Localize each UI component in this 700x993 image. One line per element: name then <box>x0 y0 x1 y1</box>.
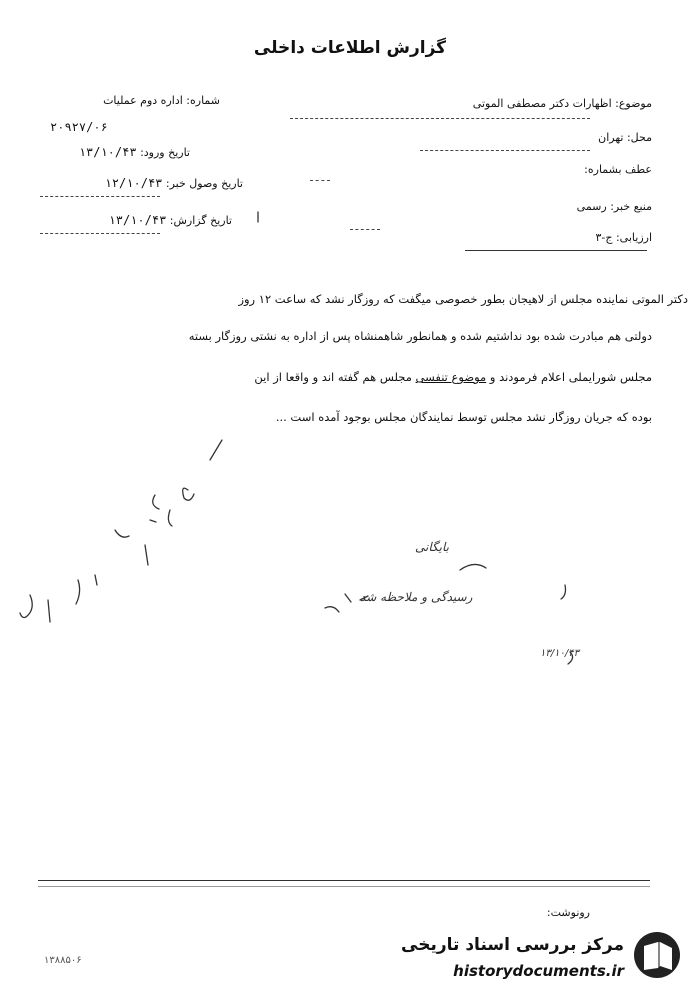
body-line-2: دولتی هم مبادرت شده بود نداشتیم شده و همانطور شاهمنشاه پس از اداره به نشتی روزگار بسته <box>188 329 652 343</box>
right-dash-2 <box>420 150 590 151</box>
right-dash-1 <box>290 118 590 119</box>
header-rule <box>465 250 647 251</box>
document-title: گزارش اطلاعات داخلی <box>253 38 447 58</box>
handwritten-note-2: رسیدگی و ملاحظه شد <box>360 590 473 604</box>
right-field-assessment <box>595 231 652 244</box>
left-field-number-value: اداره دوم عملیات <box>103 94 183 107</box>
body-line-1: دکتر الموتی نماینده مجلس از لاهیجان بطور خصوصی میگفت که روزگار نشد که ساعت ۱۲ روز <box>238 292 688 306</box>
watermark-text: مرکز بررسی اسناد تاریخی <box>401 935 624 955</box>
right-field-place <box>598 131 652 144</box>
body-line-4: بوده که جریان روزگار نشد مجلس توسط نمایندگان مجلس بوجود آمده است ... <box>275 410 652 424</box>
left-field-report-date-label: تاریخ گزارش: <box>169 214 232 227</box>
footer-rule-1 <box>38 880 650 881</box>
body-underlined-phrase: موضوع تنفسی <box>415 370 487 384</box>
body-line-3-end: مجلس هم گفته اند و واقعا از این <box>254 370 416 384</box>
left-field-report-date-value: ۱۳/۱۰/۴۳ <box>108 213 167 227</box>
right-field-assessment-value: ج-۳ <box>595 231 613 244</box>
left-dash-2 <box>40 233 160 234</box>
left-field-received-date <box>38 176 243 190</box>
right-field-subject <box>473 97 652 110</box>
left-field-number <box>60 94 220 107</box>
mid-dash <box>350 229 380 230</box>
right-field-reference <box>584 163 652 176</box>
right-field-source-value: رسمی <box>576 200 607 213</box>
right-field-source <box>577 200 652 213</box>
left-field-received-date-label: تاریخ وصول خبر: <box>165 177 243 190</box>
right-field-source-label: منبع خبر: <box>610 200 652 213</box>
left-field-entry-date-value: ۱۳/۱۰/۴۳ <box>78 145 137 159</box>
handwritten-note-3: ۱۳/۱۰/۴۳ <box>540 648 579 659</box>
right-field-subject-value: اظهارات دکتر مصطفی الموتی <box>472 97 612 110</box>
left-dash-1 <box>40 196 160 197</box>
right-field-subject-label: موضوع: <box>615 97 652 110</box>
right-field-place-label: محل: <box>626 131 652 144</box>
handwritten-note-1: بایگانی <box>415 540 449 554</box>
body-line-3-start: مجلس شورایملی اعلام فرمودند و <box>486 370 652 384</box>
left-field-entry-date-label: تاریخ ورود: <box>140 146 190 159</box>
right-field-assessment-label: ارزیابی: <box>615 231 652 244</box>
right-field-place-value: تهران <box>598 131 624 144</box>
right-field-reference-label: عطف بشماره: <box>584 163 652 176</box>
left-field-number-label: شماره: <box>186 94 220 107</box>
copy-label: رونوشت: <box>546 906 590 919</box>
right-dash-3 <box>310 180 330 181</box>
watermark-url: historydocuments.ir <box>453 962 624 980</box>
left-field-entry-date <box>30 145 190 159</box>
body-line-3 <box>254 370 652 384</box>
left-field-ref-number: ۲۰۹۲۷/۰۶ <box>50 120 108 134</box>
left-field-report-date <box>42 213 232 227</box>
left-field-received-date-value: ۱۲/۱۰/۴۳ <box>104 176 163 190</box>
book-logo-icon <box>632 930 682 980</box>
footer-rule-2 <box>38 886 650 887</box>
archive-number: ۱۳۸۸۵۰۶ <box>44 955 82 966</box>
